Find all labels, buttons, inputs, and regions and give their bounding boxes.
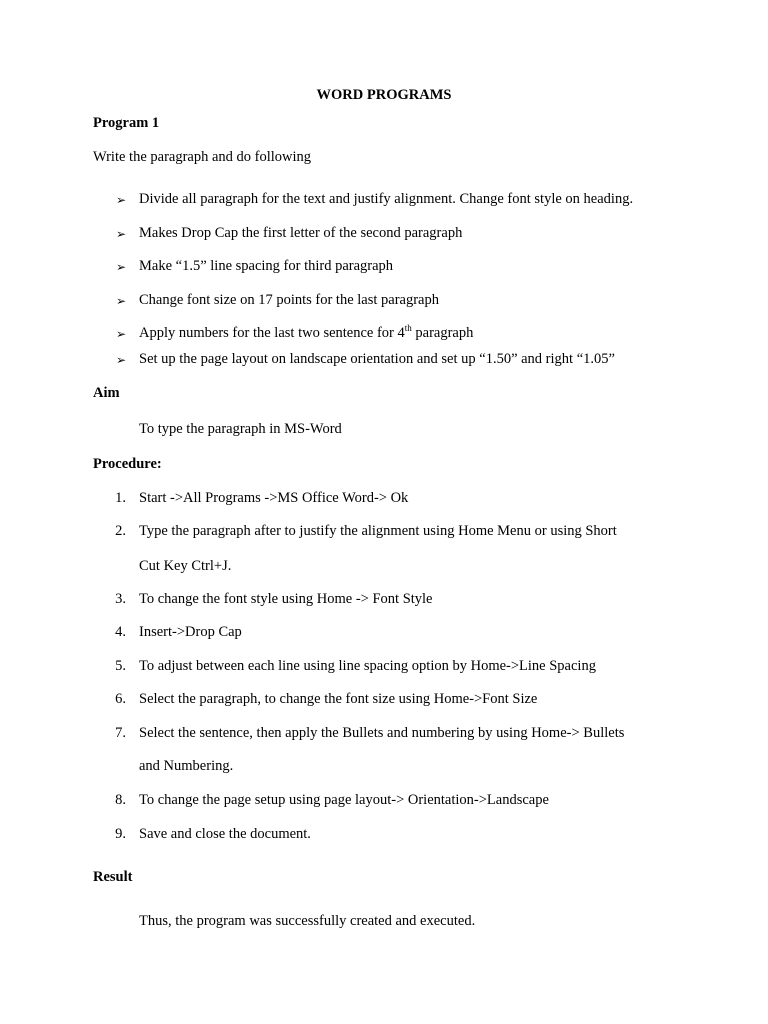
arrow-bullet-icon: ➢ [116,193,127,207]
step-text: Select the paragraph, to change the font size using Home->Font Size [139,691,538,707]
step-number: 8. [115,792,126,808]
step-text: Start ->All Programs ->MS Office Word-> Ok [139,490,409,506]
arrow-bullet-icon: ➢ [116,327,127,341]
task-text: Divide all paragraph for the text and justify alignment. Change font style on heading. [139,191,634,207]
step-text: To change the font style using Home -> Font Style [139,591,433,607]
arrow-bullet-icon: ➢ [116,294,127,308]
page-title: WORD PROGRAMS [316,87,452,103]
step-number: 9. [115,826,126,842]
aim-heading: Aim [93,385,120,401]
step-text: To adjust between each line using line spacing option by Home->Line Spacing [139,658,596,674]
task-text: Set up the page layout on landscape orientation and set up “1.50” and right “1.05” [139,351,615,367]
result-text: Thus, the program was successfully created and executed. [139,913,476,929]
step-number: 2. [115,523,126,539]
arrow-bullet-icon: ➢ [116,353,127,367]
aim-text: To type the paragraph in MS-Word [139,421,342,437]
task-text: Makes Drop Cap the first letter of the second paragraph [139,225,463,241]
step-number: 7. [115,725,126,741]
arrow-bullet-icon: ➢ [116,227,127,241]
step-number: 3. [115,591,126,607]
step-text: Type the paragraph after to justify the alignment using Home Menu or using Short [139,523,617,539]
task-text: Make “1.5” line spacing for third paragraph [139,258,394,274]
step-text: and Numbering. [139,758,234,774]
result-heading: Result [93,869,133,885]
step-number: 4. [115,624,126,640]
step-text: Insert->Drop Cap [139,624,242,640]
step-text: Save and close the document. [139,826,311,842]
arrow-bullet-icon: ➢ [116,260,127,274]
procedure-heading: Procedure: [93,456,162,472]
step-text: Cut Key Ctrl+J. [139,558,232,574]
step-text: Select the sentence, then apply the Bullets and numbering by using Home-> Bullets [139,725,625,741]
task-text: Change font size on 17 points for the last paragraph [139,292,439,308]
step-number: 1. [115,490,126,506]
step-number: 5. [115,658,126,674]
intro-text: Write the paragraph and do following [93,149,312,165]
program-heading: Program 1 [93,115,160,131]
step-text: To change the page setup using page layout-> Orientation->Landscape [139,792,549,808]
task-text: Apply numbers for the last two sentence for 4th paragraph [139,323,474,341]
step-number: 6. [115,691,126,707]
